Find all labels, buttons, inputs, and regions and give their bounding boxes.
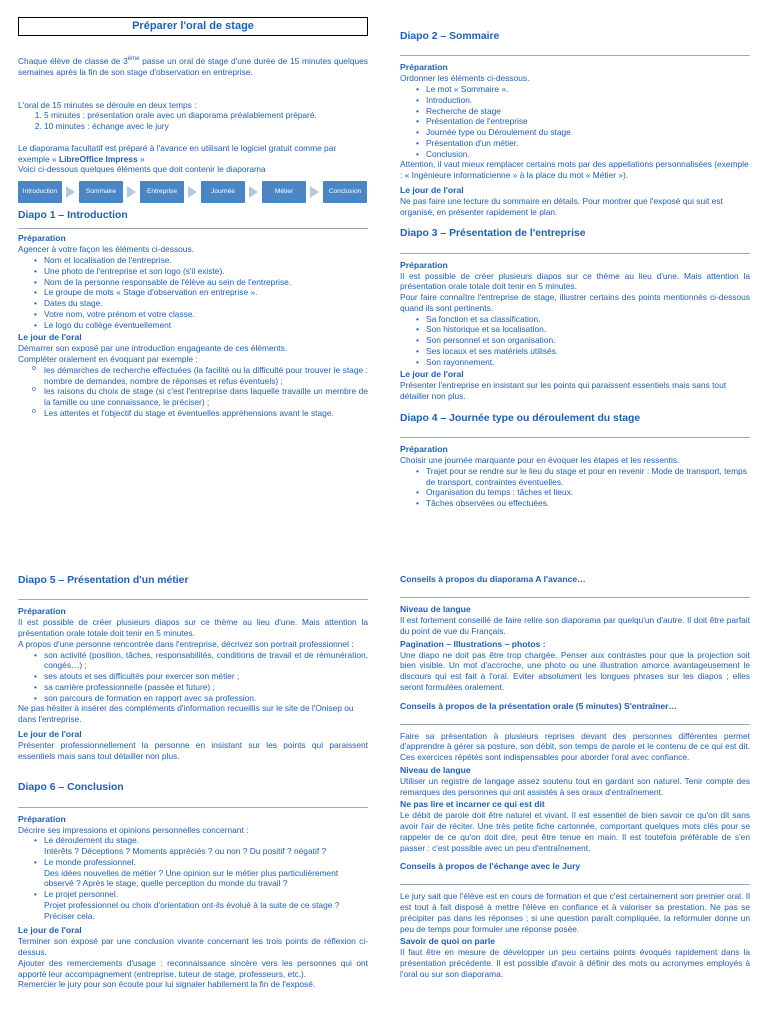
flow-step: Entreprise: [140, 181, 184, 203]
conseils-heading: Conseils à propos du diaporama A l'avance…: [400, 574, 586, 584]
diapo6-title: Diapo 6 – Conclusion: [18, 782, 124, 794]
diaporama-flow: [18, 181, 368, 203]
oral-label: Le jour de l'oral: [18, 332, 82, 343]
flow-step: Métier: [262, 181, 306, 203]
flow-arrow-icon: [66, 186, 75, 198]
diaporama-text: Le diaporama facultatif est préparé à l'avance en utilisant le logiciel gratuit comme par exemple « LibreOffice Impress »: [18, 142, 337, 164]
page-title: Préparer l'oral de stage: [18, 17, 368, 36]
prep-label: Préparation: [18, 233, 66, 244]
diapo1-list: • Nom et localisation de l'entreprise. • Une photo de l'entreprise et son logo (s'il existe). • Nom de la personne responsable de l'élève au sein de l'entreprise. • Le groupe de mots « Stage d'observation en entreprise ». • Dates du stage. • Votre nom, votre prénom et votre classe. • Le logo du collège éventuellement: [18, 255, 368, 330]
divider: [18, 228, 368, 229]
divider: [18, 599, 368, 600]
conseils-heading: Conseils à propos de l'échange avec le Jury: [400, 861, 581, 872]
diapo4-title: Diapo 4 – Journée type ou déroulement du stage: [400, 412, 641, 424]
diapo6-list: • Le déroulement du stage. Intérêts ? Déceptions ? Moments appréciés ? ou non ? Du positif ? négatif ? • Le monde professionnel. Des idées nouvelles de métier ? Une opinion sur le métier plus particulièrement observé ? Après le stage, quelle perception du monde du travail ? • Le projet personnel. Projet professionnel ou choix d'orientation ont-ils évolué à la suite de ce stage ? Préciser cela.: [18, 835, 368, 921]
oral-steps-list: 1. 5 minutes : présentation orale avec un diaporama préalablement préparé. 2. 10 minutes : échange avec le jury: [18, 110, 368, 132]
diapo1-title: Diapo 1 – Introduction: [18, 210, 128, 222]
divider: [400, 437, 750, 438]
diapo5-title: Diapo 5 – Présentation d'un métier: [18, 575, 189, 586]
right-column-bottom: Conseils à propos du diaporama A l'avance… Niveau de langue Il est fortement conseillé de faire relire son diaporama par quelqu'un d'autre. Il doit être parfait du point de vue du Français. Pagination – Illustrations – photos : Une diapo ne doit pas être trop chargée. Penser aux contrastes pour que la projection soit bien visible. Un mot d'accroche, une photo ou une illustration amorce avantageusement le discours qui est fait à l'oral. Eviter absolument les longues phrases sur les diapos ; elles seront formulées oralement. Conseils à propos de la présentation orale (5 minutes) S'entraîner… Faire sa présentation à plusieurs reprises devant des personnes différentes permet d'apprendre à gérer sa posture, son débit, son temps de parole et le contenu de ce qui est dit. Ces exercices répétés sont indispensables pour aborder l'oral avec confiance. Niveau de langue Utiliser un registre de langage assez soutenu tout en gardant son naturel. Tenir compte des remarques des personnes qui ont assistés à ses oraux d'entraînement. Ne pas lire et incarner ce qui est dit Le débit de parole doit être naturel et vivant. Il est essentiel de bien savoir ce qu'on dit sans avoir l'air de réciter. Une très petite fiche cartonnée, comportant quelques mots clés pour se rappeler de ce qu'on doit dire, peut être tenue en main. Il est toutefois préférable de s'en passer : c'est possible avec un peu d'entraînement. Conseils à propos de l'échange avec le Jury Le jury sait que l'élève est en cours de formation et que c'est certainement son premier oral. Il est tout à fait disposé à mettre l'élève en confiance et à valoriser sa prestation. Ne pas se précipiter pas dans les réponses ; si une question paraît compliquée, la reformuler donne un peu de temps pour formuler une réponse posée. Savoir de quoi on parle Il faut être en mesure de développer un peu certains points évoqués rapidement dans la présentation précédente. Il est possible d'avoir à définir des mots ou acronymes employés à l'oral ou sur son diaporama.: [400, 574, 750, 979]
flow-step: Sommaire: [79, 181, 123, 203]
flow-arrow-icon: [310, 186, 319, 198]
divider: [400, 724, 750, 725]
diapo5-list: • son activité (position, tâches, responsabilités, conditions de travail et de rémunération, congés…) ; • ses atouts et ses difficultés pour exercer son métier ; • sa carrière professionnelle (passée et future) ; • son parcours de formation en rapport avec sa profession.: [18, 650, 368, 704]
right-column-top: Diapo 2 – Sommaire Préparation Ordonner les éléments ci-dessous. • Le mot « Sommaire ». • Introduction. • Recherche de stage • Présentation de l'entreprise • Journée type ou Déroulement du stage • Présentation d'un métier. • Conclusion. Attention, il vaut mieux remplacer certains mots par des appellations personnalisées (exemple : « Ingénieure informaticienne » à la place du mot « Métier »). Le jour de l'oral Ne pas faire une lecture du sommaire en détails. Pour montrer que l'exposé qui suit est organisé, en présenter rapidement le plan. Diapo 3 – Présentation de l'entreprise Préparation Il est possible de créer plusieurs diapos sur ce thème au lieu d'une. Mais attention la présentation orale totale doit tenir en 5 minutes. Pour faire connaître l'entreprise de stage, illustrer certains des points mentionnés ci-dessous quand ils sont pertinents. • Sa fonction et sa classification. • Son historique et sa localisation. • Son personnel et son organisation. • Ses locaux et ses matériels utilisés. • Son rayonnement. Le jour de l'oral Présenter l'entreprise en insistant sur les points qui paraissent essentiels mais sans tout détailler non plus. Diapo 4 – Journée type ou déroulement du stage Préparation Choisir une journée marquante pour en évoquer les étapes et les ressentis. • Trajet pour se rendre sur le lieu du stage et pour en revenir : Mode de transport, temps de transport, contraintes éventuelles. • Organisation du temps : tâches et lieux. • Tâches observées ou effectuées.: [400, 30, 750, 509]
diapo4-list: • Trajet pour se rendre sur le lieu du stage et pour en revenir : Mode de transport, temps de transport, contraintes éventuelles. • Organisation du temps : tâches et lieux. • Tâches observées ou effectuées.: [400, 466, 750, 509]
diapo1-oral-list: o les démarches de recherche effectuées (la facilité ou la difficulté pour trouver le stage : nombre de demandes, nombre de réponses et refus éventuels) ; o les raisons du choix de stage (si c'est l'entreprise dans laquelle travaille un membre de la famille ou une connaissance, le préciser) ; o Les attentes et l'objectif du stage et éventuelles appréhensions avant le stage.: [18, 365, 368, 419]
divider: [400, 55, 750, 56]
divider: [400, 884, 750, 885]
divider: [400, 597, 750, 598]
conseils-heading: Conseils à propos de la présentation orale (5 minutes) S'entraîner…: [400, 700, 678, 711]
divider: [18, 807, 368, 808]
left-column-top: Préparer l'oral de stage Chaque élève de classe de 3ème passe un oral de stage d'une durée de 15 minutes quelques semaines après la fin de son stage d'observation en entreprise. L'oral de 15 minutes se déroule en deux temps : 1. 5 minutes : présentation orale avec un diaporama préalablement préparé. 2. 10 minutes : échange avec le jury Le diaporama facultatif est préparé à l'avance en utilisant le logiciel gratuit comme par exemple « LibreOffice Impress » Voici ci-dessous quelques éléments que doit contenir le diaporama Introduction Sommaire Entreprise Journée Métier Conclusion Diapo 1 – Introduction Préparation Agencer à votre façon les éléments ci-dessous. • Nom et localisation de l'entreprise. • Une photo de l'entreprise et son logo (s'il existe). • Nom de la personne responsable de l'élève au sein de l'entreprise. • Le groupe de mots « Stage d'observation en entreprise ». • Dates du stage. • Votre nom, votre prénom et votre classe. • Le logo du collège éventuellement Le jour de l'oral Démarrer son exposé par une introduction engageante de ces éléments. Compléter oralement en évoquant par exemple : o les démarches de recherche effectuées (la facilité ou la difficulté pour trouver le stage : nombre de demandes, nombre de réponses et refus éventuels) ; o les raisons du choix de stage (si c'est l'entreprise dans laquelle travaille un membre de la famille ou une connaissance, le préciser) ; o Les attentes et l'objectif du stage et éventuelles appréhensions avant le stage.: [18, 17, 368, 419]
intro-oral-text: L'oral de 15 minutes se déroule en deux temps :: [18, 99, 197, 110]
left-column-bottom: Diapo 5 – Présentation d'un métier Préparation Il est possible de créer plusieurs diapos sur ce thème au lieu d'une. Mais attention la présentation orale totale doit tenir en 5 minutes. A propos d'une personne rencontrée dans l'entreprise, décrivez son portrait professionnel : • son activité (position, tâches, responsabilités, conditions de travail et de rémunération, congés…) ; • ses atouts et ses difficultés pour exercer son métier ; • sa carrière professionnelle (passée et future) ; • son parcours de formation en rapport avec sa profession. Ne pas hésiter à insérer des compléments d'information recueillis sur le site de l'Onisep ou dans l'entreprise. Le jour de l'oral Présenter professionnellement la personne en insistant sur les points qui paraissent essentiels mais sans tout détailler non plus. Diapo 6 – Conclusion Préparation Décrire ses impressions et opinions personnelles concernant : • Le déroulement du stage. Intérêts ? Déceptions ? Moments appréciés ? ou non ? Du positif ? négatif ? • Le monde professionnel. Des idées nouvelles de métier ? Une opinion sur le métier plus particulièrement observé ? Après le stage, quelle perception du monde du travail ? • Le projet personnel. Projet professionnel ou choix d'orientation ont-ils évolué à la suite de ce stage ? Préciser cela. Le jour de l'oral Terminer son exposé par une conclusion vivante concernant les trois points de réflexion ci-dessus. Ajouter des remerciements d'usage : reconnaissance sincère vers les personnes qui ont apporté leur accompagnement (entreprise, tuteur de stage, professeurs, etc.). Remercier le jury pour son écoute pour lui signaler habilement la fin de l'exposé.: [18, 574, 368, 990]
flow-arrow-icon: [249, 186, 258, 198]
divider: [400, 253, 750, 254]
diapo3-list: • Sa fonction et sa classification. • Son historique et sa localisation. • Son personnel et son organisation. • Ses locaux et ses matériels utilisés. • Son rayonnement.: [400, 314, 750, 368]
flow-step: Journée: [201, 181, 245, 203]
flow-arrow-icon: [188, 186, 197, 198]
diapo2-list: • Le mot « Sommaire ». • Introduction. • Recherche de stage • Présentation de l'entreprise • Journée type ou Déroulement du stage • Présentation d'un métier. • Conclusion.: [400, 84, 750, 159]
flow-step: Introduction: [18, 181, 62, 203]
flow-arrow-icon: [127, 186, 136, 198]
diapo2-title: Diapo 2 – Sommaire: [400, 31, 500, 42]
intro-paragraph: Chaque élève de classe de 3ème passe un oral de stage d'une durée de 15 minutes quelques semaines après la fin de son stage d'observation en entreprise.: [18, 56, 368, 77]
flow-step: Conclusion: [323, 181, 367, 203]
diaporama-list-intro: Voici ci-dessous quelques éléments que doit contenir le diaporama: [18, 164, 266, 175]
diapo3-title: Diapo 3 – Présentation de l'entreprise: [400, 228, 586, 240]
